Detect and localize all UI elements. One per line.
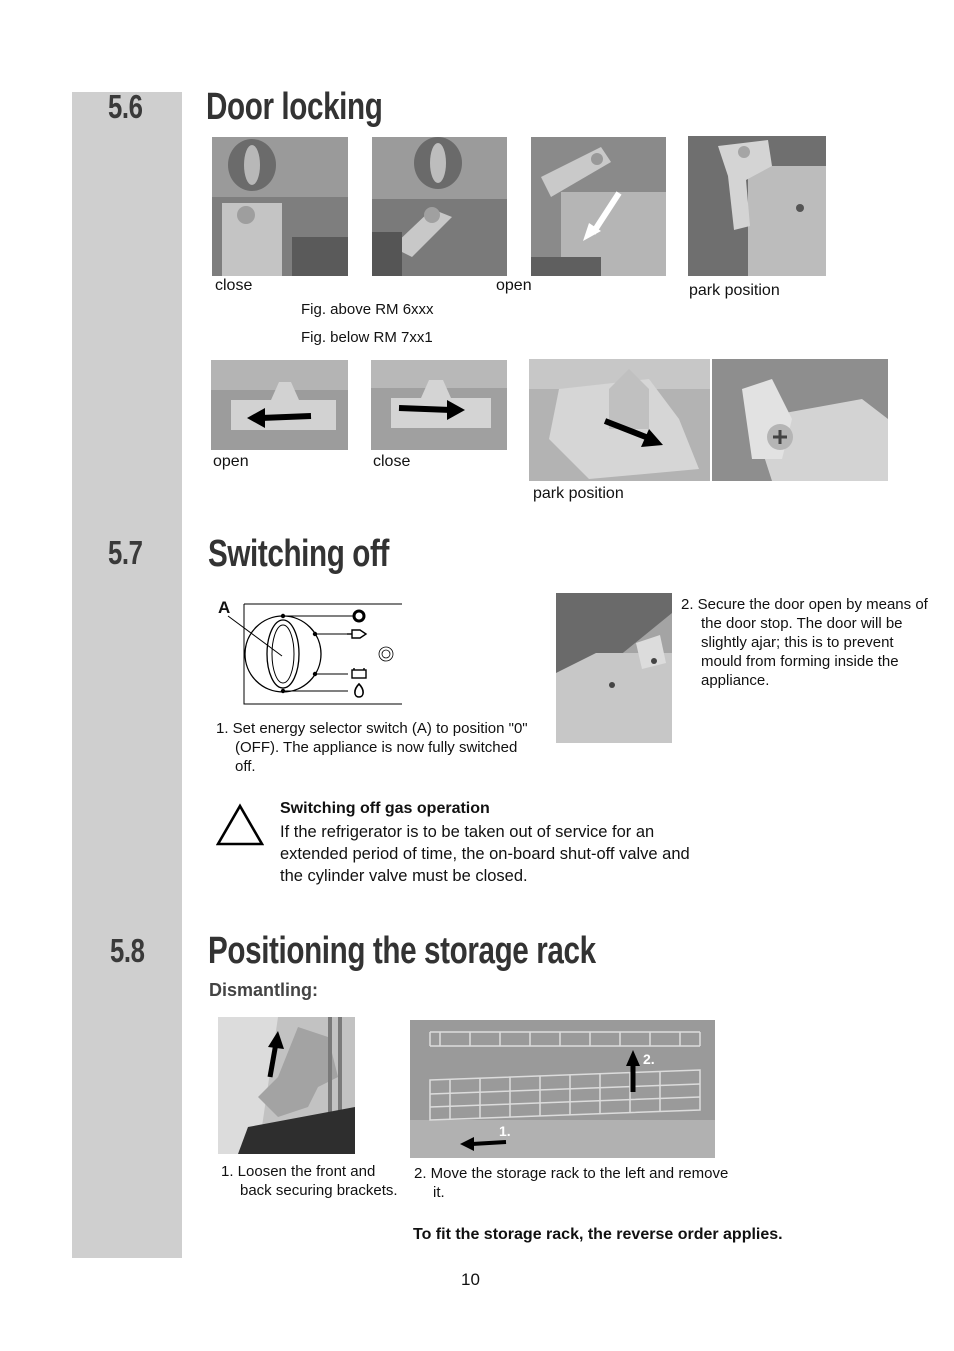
photo-door-lock-lever (531, 137, 666, 276)
rack-step-2: 2. Move the storage rack to the left and remove it. (414, 1165, 729, 1201)
photo-latch-close (371, 360, 507, 450)
page-number: 10 (461, 1270, 480, 1289)
caption-open-2: open (213, 453, 249, 470)
section-title-storage-rack: Positioning the storage rack (208, 930, 596, 972)
fig-note-above: Fig. above RM 6xxx (301, 301, 434, 318)
section-title-switching-off: Switching off (208, 533, 389, 575)
rack-step-label-1: 1. (499, 1123, 511, 1139)
section-number-5-6: 5.6 (108, 88, 143, 125)
rack-step-1: 1. Loosen the front and back securing brackets. (221, 1163, 398, 1199)
photo-rack-removal (410, 1020, 715, 1158)
photo-door-lock-open (372, 137, 507, 276)
caption-park-position: park position (689, 282, 780, 299)
switching-off-step-2: 2. Secure the door open by means of the door stop. The door will be slightly ajar; this is to prevent mould from forming inside the appliance. (681, 596, 928, 689)
photo-rack-bracket (218, 1017, 355, 1154)
warning-text: If the refrigerator is to be taken out of service for an extended period of time, the on-board shut-off valve and the cylinder valve must be closed. (280, 823, 690, 885)
photo-door-stop (556, 593, 672, 743)
warning-triangle-icon (216, 803, 264, 847)
photo-latch-park-closeup (712, 359, 888, 481)
switching-off-step-1: 1. Set energy selector switch (A) to position "0" (OFF). The appliance is now fully switched off. (216, 720, 528, 775)
photo-door-lock-park (688, 136, 826, 276)
reverse-order-note: To fit the storage rack, the reverse order applies. (413, 1226, 783, 1243)
caption-close-2: close (373, 453, 411, 470)
diagram-label-a: A (218, 598, 231, 617)
rack-step-label-2: 2. (643, 1051, 655, 1067)
section-sidebar (72, 92, 182, 1258)
fig-note-below: Fig. below RM 7xx1 (301, 329, 433, 346)
section-number-5-7: 5.7 (108, 534, 143, 571)
subheading-dismantling: Dismantling: (209, 980, 319, 1000)
photo-latch-open (211, 360, 348, 450)
energy-selector-diagram (214, 598, 404, 708)
section-number-5-8: 5.8 (110, 932, 145, 969)
caption-close: close (215, 277, 253, 294)
caption-open: open (496, 277, 532, 294)
section-title-door-locking: Door locking (206, 86, 383, 128)
photo-latch-park-arrow (529, 359, 710, 481)
warning-title: Switching off gas operation (280, 800, 490, 817)
photo-door-lock-close (212, 137, 348, 276)
caption-park-position-2: park position (533, 485, 624, 502)
